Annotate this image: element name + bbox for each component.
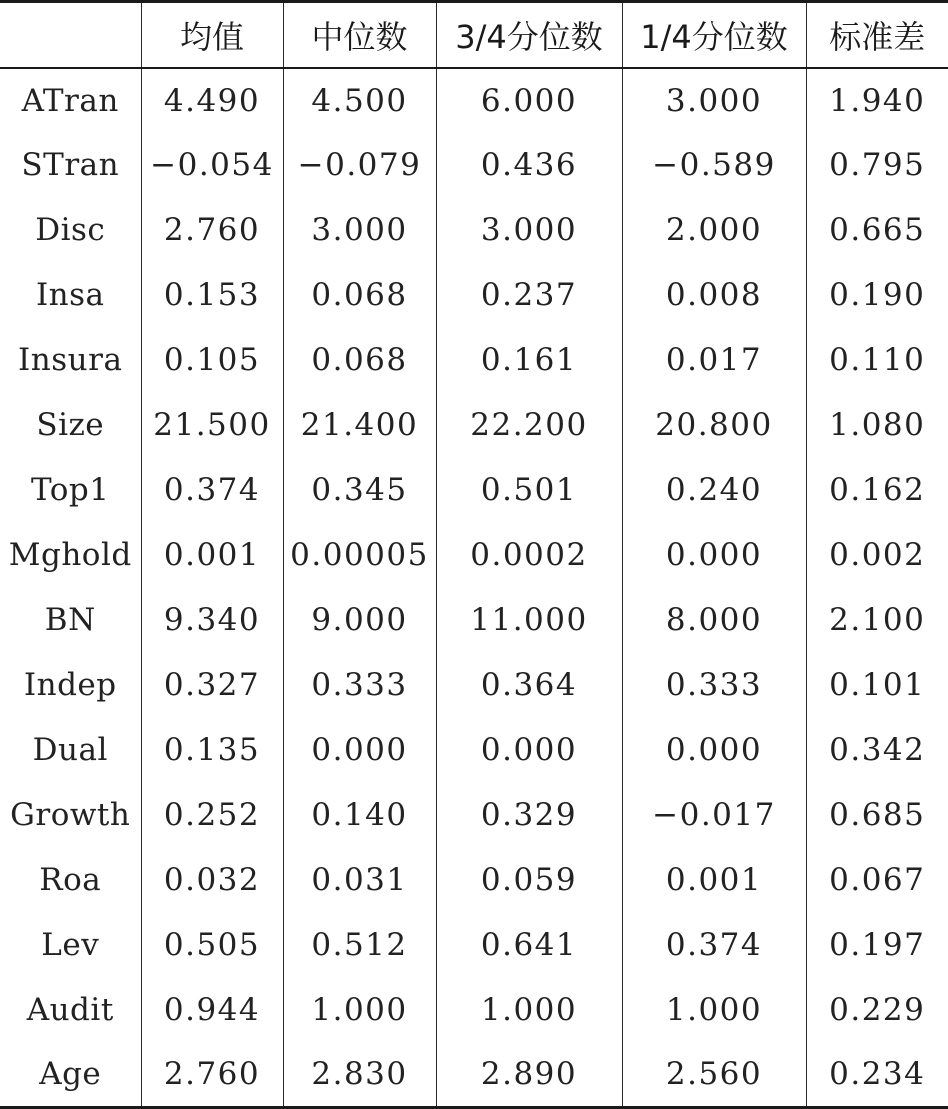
cell-upper-quartile: 0.000 [436, 718, 622, 783]
cell-lower-quartile: 0.000 [622, 718, 806, 783]
table-row [0, 133, 948, 198]
cell-std-dev: 0.101 [806, 653, 948, 718]
cell-mean: 9.340 [141, 588, 283, 653]
cell-lower-quartile: 0.001 [622, 848, 806, 913]
cell-median: 21.400 [283, 393, 436, 458]
cell-lower-quartile: 8.000 [622, 588, 806, 653]
row-variable-name: Roa [39, 862, 102, 898]
cell-upper-quartile: 0.059 [436, 848, 622, 913]
table-row [0, 523, 948, 588]
cell-std-dev: 1.080 [806, 393, 948, 458]
row-variable-name: Disc [35, 212, 106, 248]
cell-std-dev: 0.342 [806, 718, 948, 783]
row-variable-name: Growth [10, 797, 131, 833]
cell-upper-quartile: 0.237 [436, 263, 622, 328]
row-variable-name: ATran [21, 82, 119, 119]
cell-mean: 4.490 [141, 68, 283, 133]
cell-mean: 0.252 [141, 783, 283, 848]
cell-median: 2.830 [283, 1043, 436, 1108]
table-row [0, 393, 948, 458]
header-cell-std-dev: 标准差 [806, 2, 948, 68]
cell-mean: 0.374 [141, 458, 283, 523]
cell-median: 0.00005 [283, 523, 436, 588]
cell-median: 0.068 [283, 328, 436, 393]
cell-std-dev: 0.002 [806, 523, 948, 588]
cell-upper-quartile: 3.000 [436, 198, 622, 263]
cell-mean: 0.001 [141, 523, 283, 588]
cell-median: 0.512 [283, 913, 436, 978]
cell-upper-quartile: 0.641 [436, 913, 622, 978]
cell-std-dev: 0.685 [806, 783, 948, 848]
cell-lower-quartile: 1.000 [622, 978, 806, 1043]
cell-mean: −0.054 [141, 133, 283, 198]
cell-upper-quartile: 2.890 [436, 1043, 622, 1108]
cell-std-dev: 0.197 [806, 913, 948, 978]
cell-upper-quartile: 0.161 [436, 328, 622, 393]
row-variable-name: Top1 [30, 472, 110, 508]
cell-upper-quartile: 0.364 [436, 653, 622, 718]
table-row [0, 783, 948, 848]
header-cell-upper-quartile: 3/4分位数 [436, 2, 622, 68]
cell-lower-quartile: 0.333 [622, 653, 806, 718]
table-row [0, 458, 948, 523]
table-body [0, 68, 948, 1108]
table-row [0, 718, 948, 783]
cell-lower-quartile: 0.008 [622, 263, 806, 328]
row-variable-name: Audit [26, 992, 114, 1028]
table-row [0, 263, 948, 328]
cell-upper-quartile: 11.000 [436, 588, 622, 653]
cell-lower-quartile: 0.374 [622, 913, 806, 978]
cell-mean: 0.944 [141, 978, 283, 1043]
cell-median: 0.068 [283, 263, 436, 328]
row-variable-name: Insa [35, 277, 105, 313]
cell-mean: 0.327 [141, 653, 283, 718]
cell-mean: 2.760 [141, 198, 283, 263]
cell-upper-quartile: 22.200 [436, 393, 622, 458]
cell-median: 0.140 [283, 783, 436, 848]
row-variable-name: Age [0, 1043, 141, 1108]
cell-mean: 21.500 [141, 393, 283, 458]
cell-upper-quartile: 0.436 [436, 133, 622, 198]
table-row [0, 1043, 948, 1108]
header-row [0, 2, 948, 68]
cell-median: 0.000 [283, 718, 436, 783]
header-cell-median: 中位数 [283, 2, 436, 68]
cell-median: 4.500 [283, 68, 436, 133]
cell-upper-quartile: 6.000 [436, 68, 622, 133]
table-row [0, 848, 948, 913]
row-variable-name: Insura [18, 342, 123, 378]
cell-std-dev: 0.229 [806, 978, 948, 1043]
cell-std-dev: 0.795 [806, 133, 948, 198]
cell-mean: 0.032 [141, 848, 283, 913]
row-variable-name: STran [21, 147, 120, 183]
cell-lower-quartile: 0.017 [622, 328, 806, 393]
cell-std-dev: 1.940 [806, 68, 948, 133]
cell-std-dev: 0.067 [806, 848, 948, 913]
cell-lower-quartile: 0.240 [622, 458, 806, 523]
table-row [0, 198, 948, 263]
table-row [0, 913, 948, 978]
table-header [0, 2, 948, 68]
cell-std-dev: 0.162 [806, 458, 948, 523]
header-cell-lower-quartile: 1/4分位数 [622, 2, 806, 68]
cell-std-dev: 0.110 [806, 328, 948, 393]
cell-lower-quartile: 2.560 [622, 1043, 806, 1108]
row-variable-name: Dual [32, 732, 108, 768]
cell-mean: 0.135 [141, 718, 283, 783]
cell-median: −0.079 [283, 133, 436, 198]
cell-median: 0.333 [283, 653, 436, 718]
cell-upper-quartile: 1.000 [436, 978, 622, 1043]
row-variable-name: BN [44, 602, 96, 638]
cell-lower-quartile: 3.000 [622, 68, 806, 133]
table-row [0, 68, 948, 133]
table-row [0, 653, 948, 718]
row-variable-name: Size [36, 407, 105, 443]
cell-lower-quartile: −0.017 [622, 783, 806, 848]
cell-mean: 0.105 [141, 328, 283, 393]
cell-mean: 2.760 [141, 1043, 283, 1108]
cell-mean: 0.505 [141, 913, 283, 978]
cell-median: 9.000 [283, 588, 436, 653]
cell-std-dev: 2.100 [806, 588, 948, 653]
row-variable-name: Lev [41, 927, 100, 963]
row-variable-name: Mghold [8, 537, 132, 573]
cell-lower-quartile: −0.589 [622, 133, 806, 198]
cell-lower-quartile: 0.000 [622, 523, 806, 588]
table-row [0, 588, 948, 653]
cell-upper-quartile: 0.329 [436, 783, 622, 848]
cell-median: 3.000 [283, 198, 436, 263]
table-row [0, 978, 948, 1043]
cell-upper-quartile: 0.501 [436, 458, 622, 523]
cell-median: 0.345 [283, 458, 436, 523]
cell-median: 1.000 [283, 978, 436, 1043]
cell-lower-quartile: 2.000 [622, 198, 806, 263]
cell-std-dev: 0.234 [806, 1043, 948, 1108]
cell-mean: 0.153 [141, 263, 283, 328]
cell-upper-quartile: 0.0002 [436, 523, 622, 588]
cell-median: 0.031 [283, 848, 436, 913]
cell-std-dev: 0.665 [806, 198, 948, 263]
table-row [0, 328, 948, 393]
row-variable-name: Indep [23, 667, 117, 703]
cell-lower-quartile: 20.800 [622, 393, 806, 458]
header-cell-mean: 均值 [141, 2, 283, 68]
header-cell-variable [0, 2, 141, 68]
cell-std-dev: 0.190 [806, 263, 948, 328]
